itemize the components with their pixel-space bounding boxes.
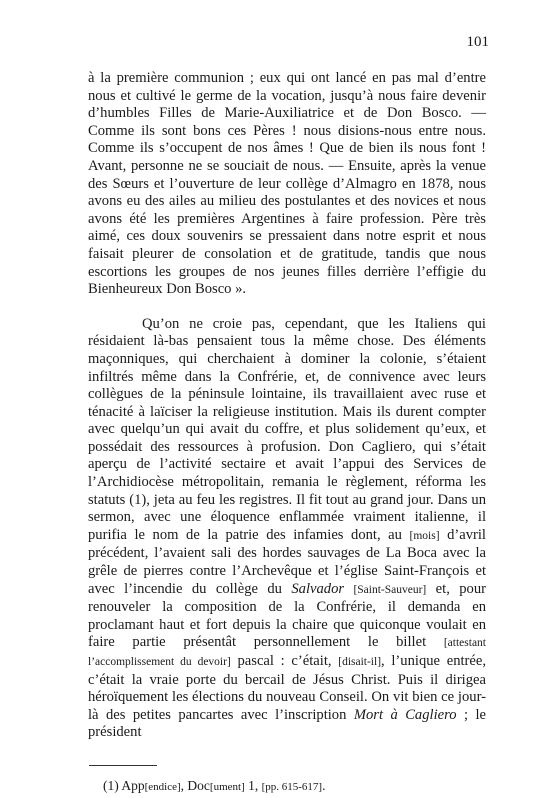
italic-salvador: Salvador [291, 580, 345, 597]
footnote-pages: [pp. 615-617] [261, 781, 323, 793]
editorial-insert-saint-sauveur: [Saint-Sauveur] [353, 583, 427, 596]
footnote-insert-ument: [ument] [209, 781, 245, 793]
footnote-text: , Doc [180, 778, 210, 793]
italic-mort-a-cagliero: Mort à Cagliero [353, 706, 457, 723]
editorial-insert-attestant: [attestant l’accomplissement du devoir] [88, 637, 486, 668]
footnote-text: . [322, 778, 326, 793]
editorial-insert-mois: [mois] [409, 529, 440, 542]
footnote-insert-endice: [endice] [144, 781, 181, 793]
paragraph-2-text: et, pour renouveler la composition de la Confrérie, il demanda en proclamant haut et fort depuis la chaire que quiconque voulait en faire partie présentât personnellement le billet [88, 580, 486, 651]
paragraph-1: à la première communion ; eux qui ont lancé en pas mal d’entre nous et cultivé le germe de la vocation, jusqu’à nous faire devenir d’humbles Filles de Marie-Auxiliatrice et de Don Bosco. — Comme ils sont bons ces Pères ! nous disions-nous entre nous. Comme ils s’occupent de nos âmes ! Que de bien ils nous font ! Avant, personne ne se souciait de nous. — Ensuite, après la venue des Sœurs et l’ouverture de leur collège d’Almagro en 1878, nous avons eu des ailes au milieu des postulantes et des novices et nous avons été les premières Argentines à faire profession. Père très aimé, ces doux souvenirs se pressaient dans notre esprit et nous faisait pleurer de consolation et de gratitude, tandis que nous escortions les groupes de nos jeunes filles derrière l’effigie du Bienheureux Don Bosco ». [88, 70, 486, 298]
editorial-insert-disait: [disait-il] [338, 656, 382, 668]
footnote-text: (1) App [103, 778, 145, 793]
paragraph-2 [88, 316, 486, 742]
body-text [88, 70, 486, 742]
paragraph-2-text: , l’unique entrée, c’était la vraie porte du bercail de Jésus Christ. Puis il dirigea héroïquement les élections du nouveau Conseil. On vit bien ce jour-là des petites pancartes avec l’inscription [88, 653, 487, 723]
paragraph-2-text: d’avril précédent, l’avaient sali des hordes sauvages de La Boca avec la grêle de pierres contre l’Archevêque et l’église Saint-François et avec l’incendie du collège du [88, 526, 486, 597]
footnote-text: 1, [244, 778, 262, 793]
footnote [103, 778, 325, 795]
footnote-divider [89, 765, 157, 766]
page-number: 101 [466, 34, 489, 50]
paragraph-2-text: pascal : c’était, [230, 653, 339, 669]
paragraph-2-text: ; le président [88, 706, 486, 741]
paragraph-2-text: Qu’on ne croie pas, cependant, que les Italiens qui résidaient là-bas pensaient tous la même chose. Des éléments maçonniques, qui cherchaient à dominer la colonie, s’étaient infiltrés même dans la Confrérie, et, de connivence avec leurs collègues de la péninsule lointaine, ils travaillaient avec ruse et ténacité à laïciser la religieuse institution. Mais ils durent compter avec quelqu’un qui avait du coffre, et plus solidement qu’eux, et possédait des ressources à profusion. Don Cagliero, qui s’était aperçu de l’activité sectaire et avait l’appui des Services de l’Archidiocèse métropolitain, remania le règlement, réforma les statuts (1), jeta au feu les registres. Il fit tout au grand jour. Dans un sermon, avec une éloquence enflammée vraiment italienne, il purifia le nom de la patrie des infamies dont, au [88, 315, 486, 543]
